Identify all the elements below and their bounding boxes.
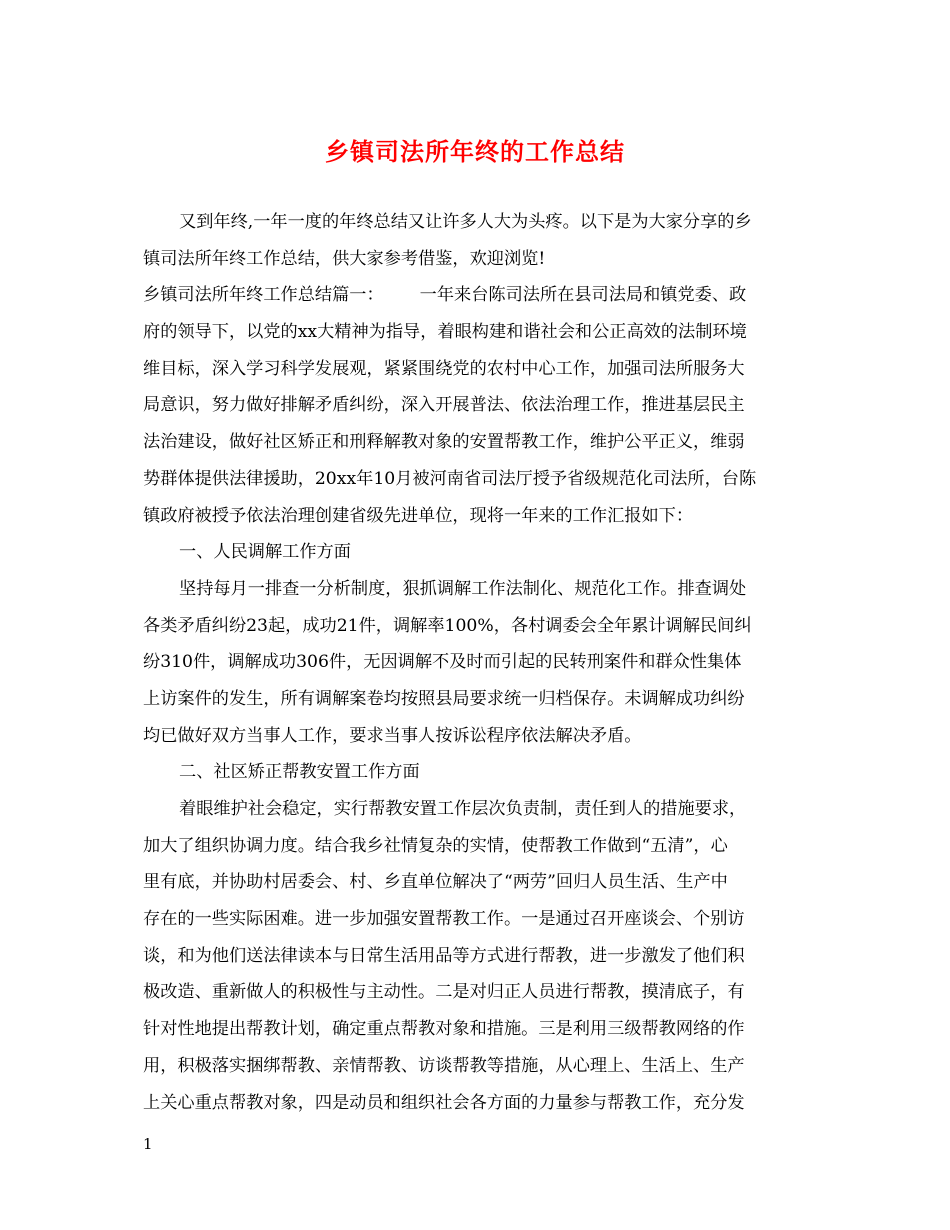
document-body [143,204,807,1121]
paragraph-line: 上关心重点帮教对象，四是动员和组织社会各方面的力量参与帮教工作，充分发 [143,1092,745,1113]
paragraph-line: 加大了组织协调力度。结合我乡社情复杂的实情，使帮教工作做到“五清”，心 [143,835,728,856]
paragraph-line: 上访案件的发生，所有调解案卷均按照县局要求统一归档保存。未调解成功纠纷 [143,688,745,709]
page-number: 1 [143,1135,153,1153]
section-heading: 二、社区矫正帮教安置工作方面 [179,762,420,783]
document-title: 乡镇司法所年终的工作总结 [325,137,625,166]
paragraph-line: 极改造、重新做人的积极性与主动性。二是对归正人员进行帮教，摸清底子，有 [143,982,745,1003]
paragraph-line: 又到年终,一年一度的年终总结又让许多人大为头疼。以下是为大家分享的乡 [179,212,752,232]
paragraph-line: 势群体提供法律援助，20xx年10月被河南省司法厅授予省级规范化司法所，台陈 [143,468,757,489]
paragraph-line: 镇政府被授予依法治理创建省级先进单位，现将一年来的工作汇报如下： [143,505,694,526]
paragraph-line: 谈，和为他们送法律读本与日常生活用品等方式进行帮教，进一步激发了他们积 [143,945,745,966]
paragraph-line: 维目标，深入学习科学发展观，紧紧围绕党的农村中心工作，加强司法所服务大 [143,358,745,379]
paragraph-line: 存在的一些实际困难。进一步加强安置帮教工作。一是通过召开座谈会、个别访 [143,909,745,930]
paragraph-line: 局意识，努力做好排解矛盾纠纷，深入开展普法、依法治理工作，推进基层民主 [143,395,745,416]
paragraph-line: 各类矛盾纠纷23起，成功21件，调解率100%，各村调委会全年累计调解民间纠 [143,615,752,636]
paragraph-line: 针对性地提出帮教计划，确定重点帮教对象和措施。三是利用三级帮教网络的作 [143,1019,745,1040]
paragraph-line: 用，积极落实捆绑帮教、亲情帮教、访谈帮教等措施，从心理上、生活上、生产 [143,1055,745,1076]
paragraph-line: 纷310件，调解成功306件，无因调解不及时而引起的民转刑案件和群众性集体 [143,652,742,673]
paragraph-line: 法治建设，做好社区矫正和刑释解教对象的安置帮教工作，维护公平正义，维弱 [143,432,745,453]
paragraph-line: 坚持每月一排查一分析制度，狠抓调解工作法制化、规范化工作。排查调处 [179,578,747,599]
paragraph-line: 均已做好双方当事人工作，要求当事人按诉讼程序依法解决矛盾。 [143,725,642,746]
paragraph-line: 着眼维护社会稳定，实行帮教安置工作层次负责制，责任到人的措施要求， [179,799,747,819]
paragraph-line: 里有底，并协助村居委会、村、乡直单位解决了“两劳”回归人员生活、生产中 [143,872,728,893]
paragraph-line: 府的领导下，以党的xx大精神为指导，着眼构建和谐社会和公正高效的法制环境 [143,322,747,343]
section-heading: 乡镇司法所年终工作总结篇一： [143,285,384,306]
paragraph-text: 一年来台陈司法所在县司法局和镇党委、政 [419,285,747,306]
paragraph-line: 镇司法所年终工作总结，供大家参考借鉴，欢迎浏览! [143,248,546,269]
section-heading: 一、人民调解工作方面 [179,542,351,563]
paragraph-line [143,277,807,314]
